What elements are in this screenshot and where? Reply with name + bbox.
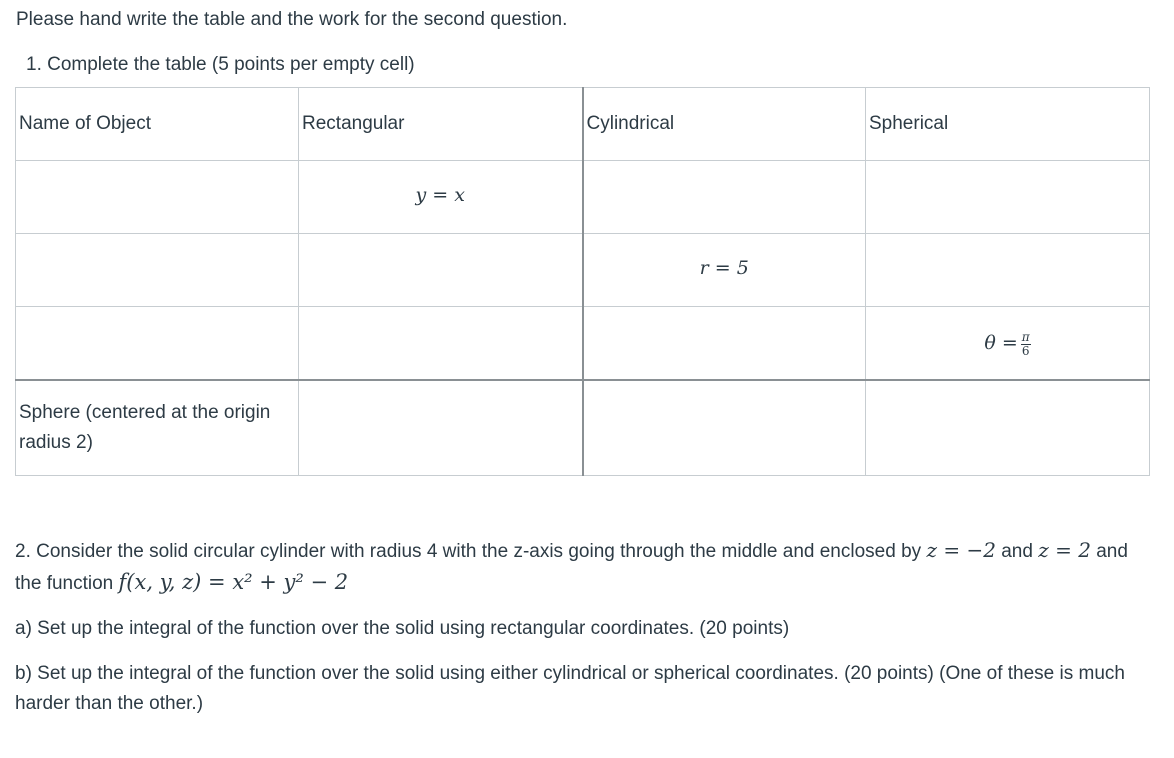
function-expression: f(x, y, z) = x² + y² − 2 (118, 570, 349, 594)
question-2-part-b: b) Set up the integral of the function over the solid using either cylindrical or spherical coordinates. (20 points) (One of these is much harder than the other.) (15, 663, 1125, 714)
empty-cell (866, 234, 1150, 307)
empty-cell (16, 161, 299, 234)
fraction-denominator: 6 (1021, 343, 1030, 358)
function-intro: and the function (15, 541, 1128, 594)
sphere-object-name: Sphere (centered at the origin radius 2) (16, 380, 299, 476)
instruction-text: Please hand write the table and the work for the second question. (16, 9, 568, 30)
cylindrical-equation (583, 234, 866, 307)
header-cylindrical: Cylindrical (583, 88, 866, 161)
empty-cell (299, 307, 583, 381)
header-name-of-object: Name of Object (16, 88, 299, 161)
rect-eq-text: y = x (415, 184, 465, 206)
question-2-text: 2. Consider the solid circular cylinder with radius 4 with the z-axis going through the middle and enclosed by (15, 541, 922, 562)
fraction-numerator: π (1021, 329, 1030, 344)
table-header-row (16, 88, 1150, 161)
header-spherical: Spherical (866, 88, 1150, 161)
empty-cell (16, 234, 299, 307)
question-2 (15, 535, 1155, 719)
empty-cell (866, 161, 1150, 234)
empty-cell (299, 234, 583, 307)
question-2-part-a: a) Set up the integral of the function over the solid using rectangular coordinates. (20 points) (15, 618, 790, 639)
sph-eq-lhs: θ = (984, 332, 1018, 354)
upper-bound: z = 2 (1038, 538, 1091, 562)
empty-cell (299, 380, 583, 476)
bound-joiner: and (1001, 541, 1033, 562)
lower-bound: z = −2 (926, 538, 996, 562)
empty-cell (16, 307, 299, 381)
table-row (16, 234, 1150, 307)
rectangular-equation (299, 161, 583, 234)
empty-cell (866, 380, 1150, 476)
empty-cell (583, 307, 866, 381)
pi-over-six-fraction (1021, 331, 1031, 358)
cyl-eq-text: r = 5 (699, 257, 749, 279)
empty-cell (583, 161, 866, 234)
header-rectangular: Rectangular (299, 88, 583, 161)
table-row (16, 380, 1150, 476)
empty-cell (583, 380, 866, 476)
table-row (16, 161, 1150, 234)
coordinate-table (15, 87, 1150, 476)
question-1-heading: 1. Complete the table (5 points per empty cell) (26, 54, 415, 75)
table-row (16, 307, 1150, 381)
spherical-equation (866, 307, 1150, 381)
question-2-statement (15, 535, 1155, 599)
